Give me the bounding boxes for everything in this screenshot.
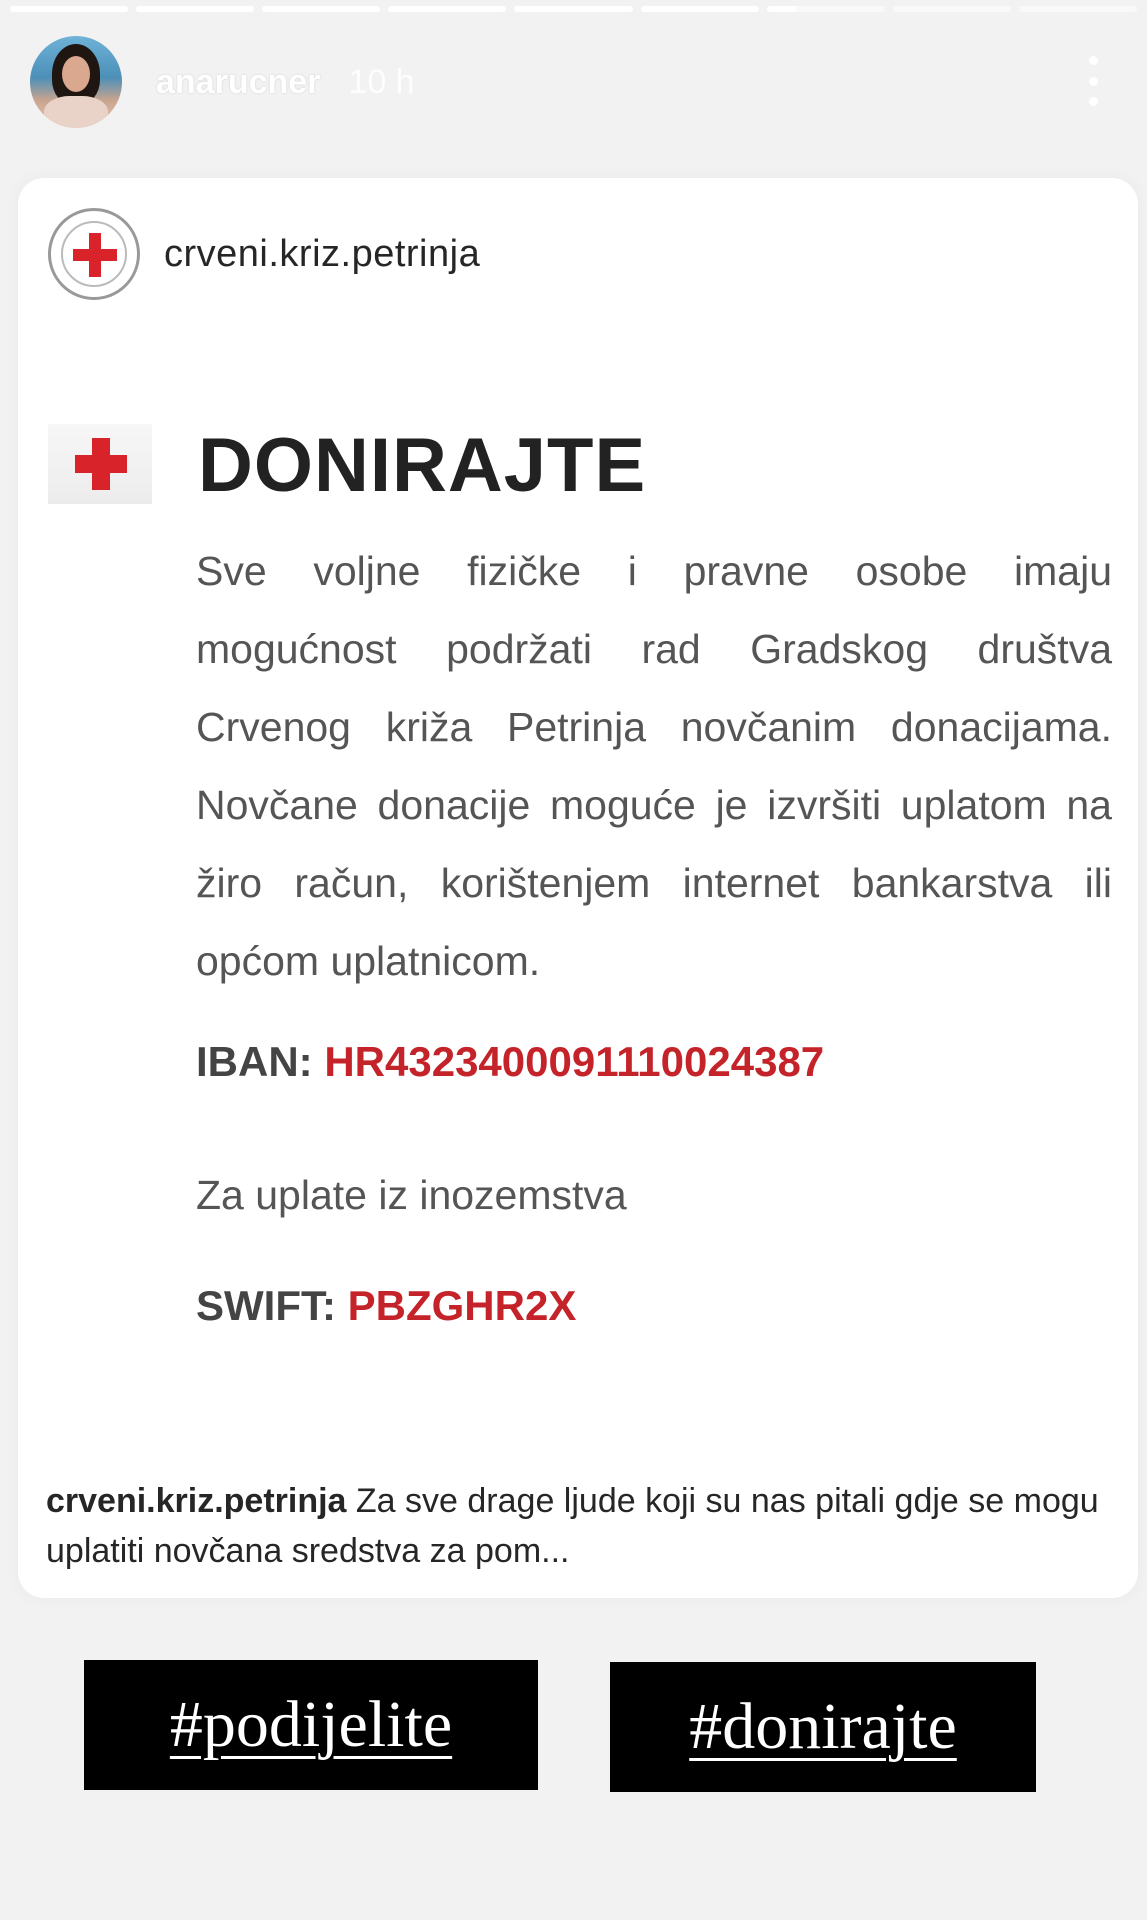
progress-segment — [262, 6, 380, 12]
caption-text: Za sve drage ljude koji su nas pitali gdje se mogu uplatiti novčana sredstva za pom... — [46, 1482, 1099, 1570]
progress-segment — [893, 6, 1011, 12]
swift-line — [196, 1282, 576, 1330]
caption-account[interactable]: crveni.kriz.petrinja — [46, 1482, 347, 1520]
iban-line — [196, 1038, 824, 1086]
progress-segment-fill — [641, 6, 759, 12]
progress-segment-fill — [388, 6, 506, 12]
hashtag-sticker-donirajte[interactable]: #donirajte — [610, 1662, 1036, 1792]
progress-segment-fill — [10, 6, 128, 12]
progress-segment — [136, 6, 254, 12]
progress-segment-fill — [514, 6, 632, 12]
red-cross-icon — [48, 424, 152, 504]
story-timestamp: 10 h — [348, 62, 415, 101]
swift-label: SWIFT: — [196, 1282, 336, 1329]
progress-segment-fill — [767, 6, 797, 12]
progress-segment — [641, 6, 759, 12]
abroad-note: Za uplate iz inozemstva — [196, 1172, 627, 1218]
red-cross-logo-icon — [48, 208, 140, 300]
post-account-name[interactable]: crveni.kriz.petrinja — [164, 232, 481, 275]
more-vertical-icon[interactable] — [1087, 56, 1099, 106]
progress-segment — [767, 6, 885, 12]
progress-segment — [1019, 6, 1137, 12]
iban-value: HR4323400091110024387 — [324, 1038, 825, 1085]
iban-label: IBAN: — [196, 1038, 313, 1085]
swift-value: PBZGHR2X — [347, 1282, 577, 1329]
story-username[interactable]: anarucner — [156, 62, 321, 101]
progress-segment-fill — [136, 6, 254, 12]
story-header — [30, 36, 1127, 128]
progress-segment — [388, 6, 506, 12]
post-title: DONIRAJTE — [198, 423, 647, 508]
hashtag-sticker-podijelite[interactable]: #podijelite — [84, 1660, 538, 1790]
progress-segment — [10, 6, 128, 12]
post-header — [48, 206, 480, 302]
post-caption — [46, 1476, 1116, 1576]
avatar[interactable] — [30, 36, 122, 128]
donation-description: Sve voljne fizičke i pravne osobe imaju mogućnost podržati rad Gradskog društva Crvenog križa Petrinja novčanim donacijama. Novčane donacije moguće je izvršiti uplatom na žiro račun, korištenjem internet bankarstva ili općom uplatnicom. — [196, 548, 1112, 984]
progress-segment — [514, 6, 632, 12]
progress-segment-fill — [262, 6, 380, 12]
story-progress-bar — [10, 6, 1137, 12]
shared-post-card[interactable] — [18, 178, 1138, 1598]
